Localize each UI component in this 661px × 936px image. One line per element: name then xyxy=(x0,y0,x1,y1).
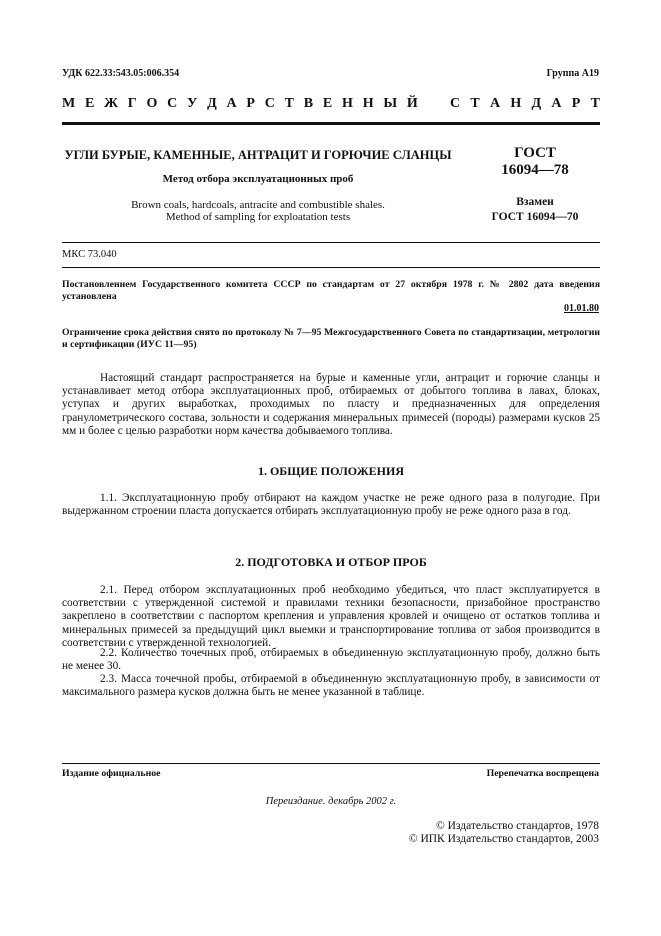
header-divider xyxy=(62,122,600,125)
heading-letter: А xyxy=(226,96,237,111)
mks-code: МКС 73.040 xyxy=(62,249,117,260)
heading-letter: С xyxy=(264,96,275,111)
mks-divider xyxy=(62,267,600,268)
section2-paragraph2: 2.2. Количество точечных проб, отбираемых в объединенную эксплуатационную пробу, должно быть не менее 30. xyxy=(62,647,600,673)
effective-date: 01.01.80 xyxy=(564,303,599,314)
section2-paragraph3: 2.3. Масса точечной пробы, отбираемой в объединенную эксплуатационную пробу, в зависимости от максимального размера кусков должна быть не менее указанной в таблице. xyxy=(62,673,600,699)
document-title: УГЛИ БУРЫЕ, КАМЕННЫЕ, АНТРАЦИТ И ГОРЮЧИЕ СЛАНЦЫ xyxy=(64,148,452,162)
section1-heading: 1. ОБЩИЕ ПОЛОЖЕНИЯ xyxy=(257,464,405,478)
reprint-note: Переиздание. декабрь 2002 г. xyxy=(265,796,397,807)
heading-letter: М xyxy=(62,96,76,111)
heading-letter: Ж xyxy=(104,96,118,111)
intro-paragraph: Настоящий стандарт распространяется на бурые и каменные угли, антрацит и горючие сланцы и устанавливает метод отбора эксплуатационных проб, отбираемых от добытого топлива в лавах, блоках, уступах и других выработках, проходимых по пласту и предназначенных для определения гранулометрического состава, зольности и содержания минеральных примесей (породы) размерами кусков 25 мм и более с целью разработки норм качества добываемого топлива. xyxy=(62,372,600,437)
section2-paragraph1: 2.1. Перед отбором эксплуатационных проб необходимо убедиться, что пласт эксплуатируется в соответствии с утвержденной системой и правилами техники безопасности, призабойное пространство закреплено в соответствии с паспортом крепления и управления кровлей и очищено от остатков топлива и минеральных примесей за предыдущий цикл выемки и транспортирование топлива от забоя производится в соответствии с утвержденной технологией. xyxy=(62,584,600,649)
replaces-label: Взамен xyxy=(516,196,554,208)
replaces-number: ГОСТ 16094—70 xyxy=(491,211,579,223)
title-divider xyxy=(62,242,600,243)
heading-letter: Р xyxy=(246,96,255,111)
gost-number: 16094—78 xyxy=(501,162,569,178)
interstate-word xyxy=(62,96,418,112)
udk-code: УДК 622.33:543.05:006.354 xyxy=(62,68,180,79)
heading-letter: Н xyxy=(510,96,522,111)
heading-letter: Т xyxy=(284,96,295,111)
section2-heading: 2. ПОДГОТОВКА И ОТБОР ПРОБ xyxy=(235,555,427,569)
heading-letter: Е xyxy=(322,96,333,111)
interstate-standard-heading xyxy=(62,96,600,112)
gost-label: ГОСТ xyxy=(514,145,556,161)
heading-letter: О xyxy=(146,96,158,111)
replaces-block xyxy=(470,195,600,225)
heading-letter: Ы xyxy=(383,96,398,111)
english-title-line1: Brown coals, hardcoals, antracite and combustible shales. xyxy=(131,199,385,211)
standard-word xyxy=(450,96,600,112)
footer-divider xyxy=(62,763,600,764)
decree-text: Постановлением Государственного комитета СССР по стандартам от 27 октября 1978 г. № 2802 дата введения установлена xyxy=(62,279,600,302)
heading-letter: В xyxy=(303,96,314,111)
gost-designation xyxy=(470,145,600,179)
heading-letter: Д xyxy=(531,96,542,111)
group-code: Группа А19 xyxy=(546,68,599,79)
heading-letter: Н xyxy=(342,96,353,111)
limitation-text: Ограничение срока действия снято по протоколу № 7—95 Межгосударственного Совета по стандартизации, метрологии и сертификации (ИУС 11—95) xyxy=(62,327,600,350)
heading-letter: А xyxy=(551,96,562,111)
english-title-line2: Method of sampling for exploatation tests xyxy=(165,211,351,223)
heading-letter: Й xyxy=(406,96,418,111)
heading-letter: Т xyxy=(590,96,600,111)
heading-letter: Т xyxy=(470,96,480,111)
heading-letter: Д xyxy=(207,96,217,111)
heading-letter: А xyxy=(489,96,501,111)
heading-letter: У xyxy=(187,96,198,111)
heading-letter: Е xyxy=(85,96,95,111)
document-subtitle: Метод отбора эксплуатационных проб xyxy=(162,173,354,185)
copyright-1978: © Издательство стандартов, 1978 xyxy=(435,820,599,832)
heading-letter: С xyxy=(450,96,461,111)
official-edition: Издание официальное xyxy=(62,768,161,779)
heading-letter: Р xyxy=(571,96,581,111)
heading-letter: С xyxy=(167,96,178,111)
heading-letter: Н xyxy=(362,96,374,111)
copyright-2003: © ИПК Издательство стандартов, 2003 xyxy=(408,833,599,845)
section1-paragraph1: 1.1. Эксплуатационную пробу отбирают на каждом участке не реже одного раза в полугодие. При выдержанном строении пласта допускается отбирать эксплуатационную пробу не реже одного раза в год. xyxy=(62,492,600,518)
heading-letter: Г xyxy=(127,96,137,111)
reprint-prohibited: Перепечатка воспрещена xyxy=(486,768,599,779)
